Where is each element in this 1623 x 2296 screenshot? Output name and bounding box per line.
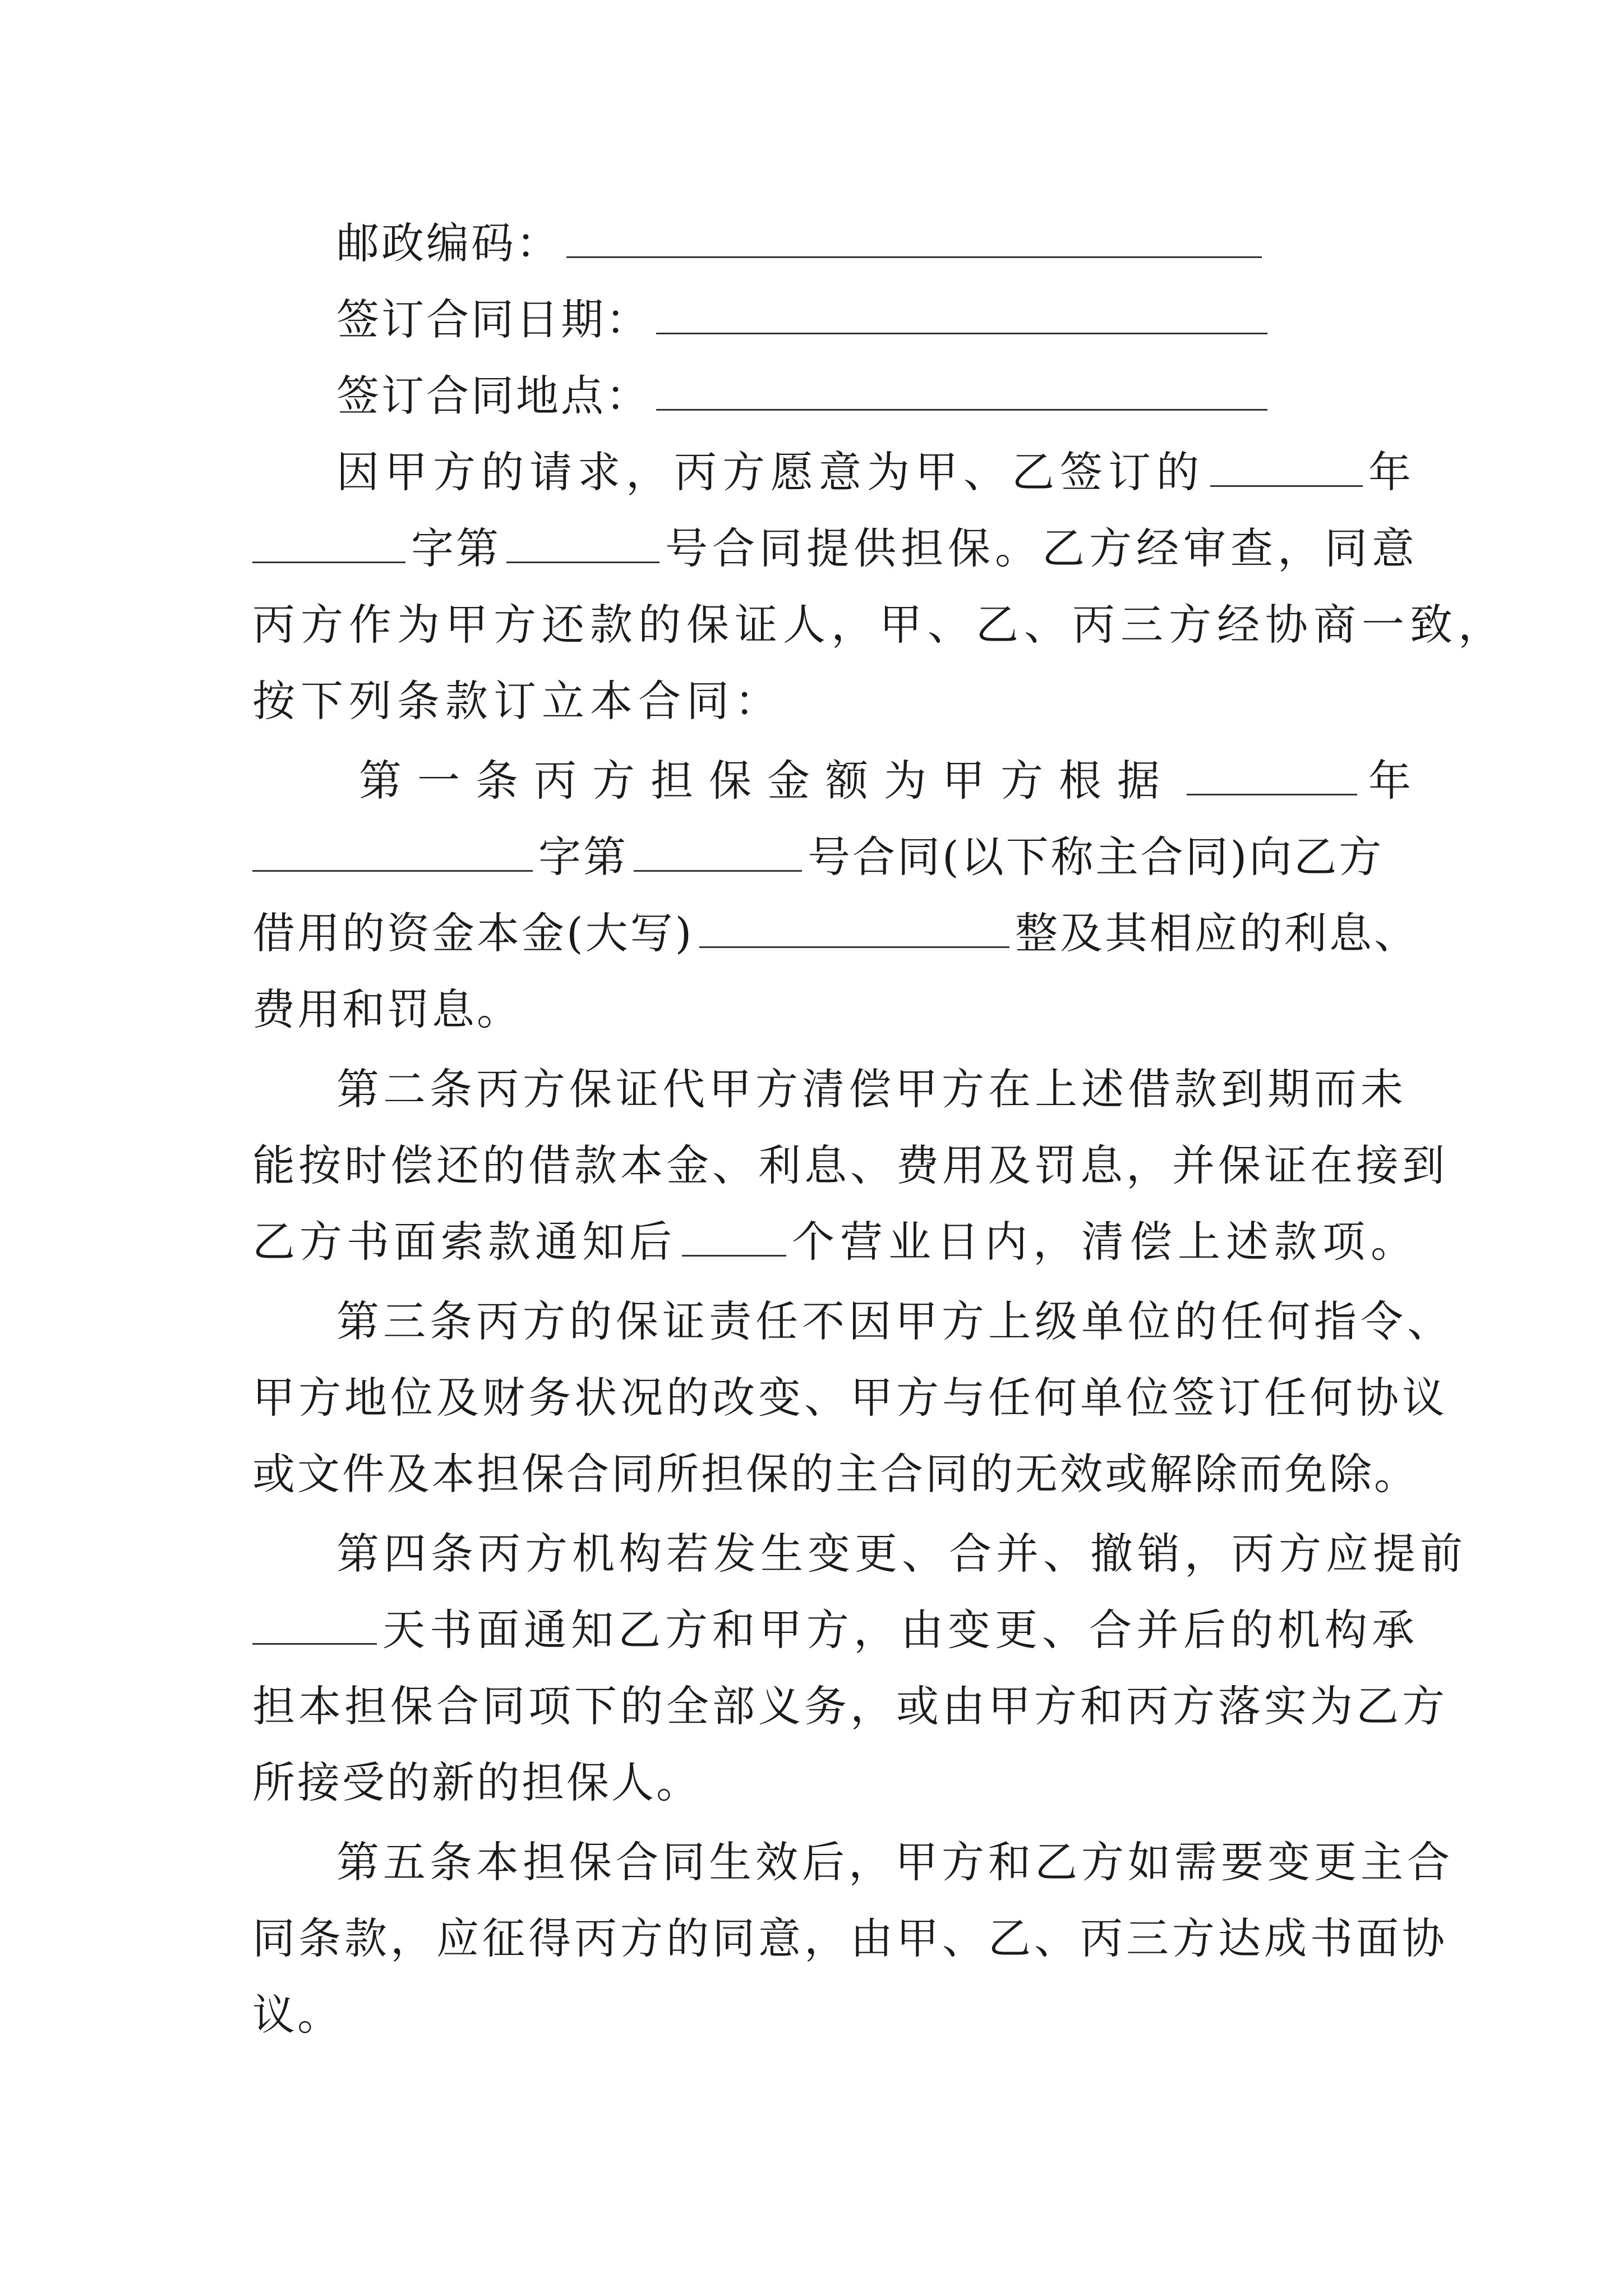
article-3-line-1: 第三条丙方的保证责任不因甲方上级单位的任何指令、 <box>336 1296 1454 1346</box>
preamble-line-1 <box>336 433 1413 512</box>
article-5-line-2: 同条款，应征得丙方的同意，由甲、乙、丙三方达成书面协 <box>252 1913 1448 1963</box>
article-1-char-blank[interactable] <box>252 831 533 872</box>
preamble-text-1a: 因甲方的请求，丙方愿意为甲、乙签订的 <box>336 447 1205 497</box>
article-1-line-2 <box>252 818 1419 896</box>
article-2-text-3a: 乙方书面索款通知后 <box>252 1217 676 1267</box>
preamble-text-2b: 号合同提供担保。乙方经审查，同意 <box>665 523 1419 573</box>
preamble-year-blank[interactable] <box>1210 446 1363 487</box>
article-3-line-3: 或文件及本担保合同所担保的主合同的无效或解除而免除。 <box>252 1449 1419 1499</box>
article-2-line-2: 能按时偿还的借款本金、利息、费用及罚息，并保证在接到 <box>252 1140 1448 1190</box>
article-1-text-3b: 整及其相应的利息、 <box>1015 908 1419 958</box>
article-2-line-1: 第二条丙方保证代甲方清偿甲方在上述借款到期而未 <box>336 1064 1407 1114</box>
article-4-text-2: 天书面通知乙方和甲方，由变更、合并后的机构承 <box>382 1605 1419 1655</box>
preamble-char-blank[interactable] <box>252 522 405 563</box>
article-1-line-4: 费用和罚息。 <box>252 984 522 1034</box>
article-1-text-2b: 号合同(以下称主合同)向乙方 <box>808 832 1384 882</box>
preamble-text-2a: 字第 <box>411 523 501 573</box>
article-1-number-blank[interactable] <box>634 831 802 872</box>
article-2-days-blank[interactable] <box>682 1216 786 1257</box>
sign-date-blank[interactable] <box>656 293 1267 334</box>
article-1-amount-blank[interactable] <box>699 907 1009 948</box>
article-4-line-2 <box>252 1591 1419 1669</box>
postal-code-label: 邮政编码： <box>336 218 561 268</box>
postal-code-field <box>336 204 1503 283</box>
preamble-number-blank[interactable] <box>506 522 660 563</box>
article-4-line-3: 担本担保合同项下的全部义务，或由甲方和丙方落实为乙方 <box>252 1681 1448 1731</box>
preamble-line-3: 丙方作为甲方还款的保证人，甲、乙、丙三方经协商一致， <box>252 600 1506 650</box>
article-4-line-1: 第四条丙方机构若发生变更、合并、撤销，丙方应提前 <box>336 1529 1467 1579</box>
preamble-line-4: 按下列条款订立本合同： <box>252 676 783 726</box>
article-1-text-1b: 年 <box>1368 756 1413 806</box>
preamble-text-1b: 年 <box>1368 447 1413 497</box>
article-1-text-3a: 借用的资金本金(大写) <box>252 908 694 958</box>
postal-code-blank[interactable] <box>566 217 1262 258</box>
article-1-text-2a: 字第 <box>538 832 628 882</box>
article-5-line-1: 第五条本担保合同生效后，甲方和乙方如需要变更主合 <box>336 1837 1454 1887</box>
preamble-line-2 <box>252 509 1419 588</box>
article-4-days-blank[interactable] <box>252 1604 377 1645</box>
article-4-line-4: 所接受的新的担保人。 <box>252 1757 701 1807</box>
article-2-text-3b: 个营业日内，清偿上述款项。 <box>792 1217 1419 1267</box>
article-5-line-3: 议。 <box>252 1990 342 2040</box>
sign-date-field <box>336 280 1503 359</box>
article-1-line-3 <box>252 894 1419 973</box>
article-3-line-2: 甲方地位及财务状况的改变、甲方与任何单位签订任何协议 <box>252 1373 1448 1423</box>
sign-place-blank[interactable] <box>656 370 1267 411</box>
article-2-line-3 <box>252 1203 1419 1281</box>
article-1-line-1 <box>359 742 1413 820</box>
article-1-year-blank[interactable] <box>1187 754 1357 795</box>
sign-date-label: 签订合同日期： <box>336 295 651 344</box>
article-1-text-1a: 第一条丙方担保金额为甲方根据 <box>359 756 1175 806</box>
sign-place-label: 签订合同地点： <box>336 371 651 421</box>
sign-place-field <box>336 357 1503 435</box>
